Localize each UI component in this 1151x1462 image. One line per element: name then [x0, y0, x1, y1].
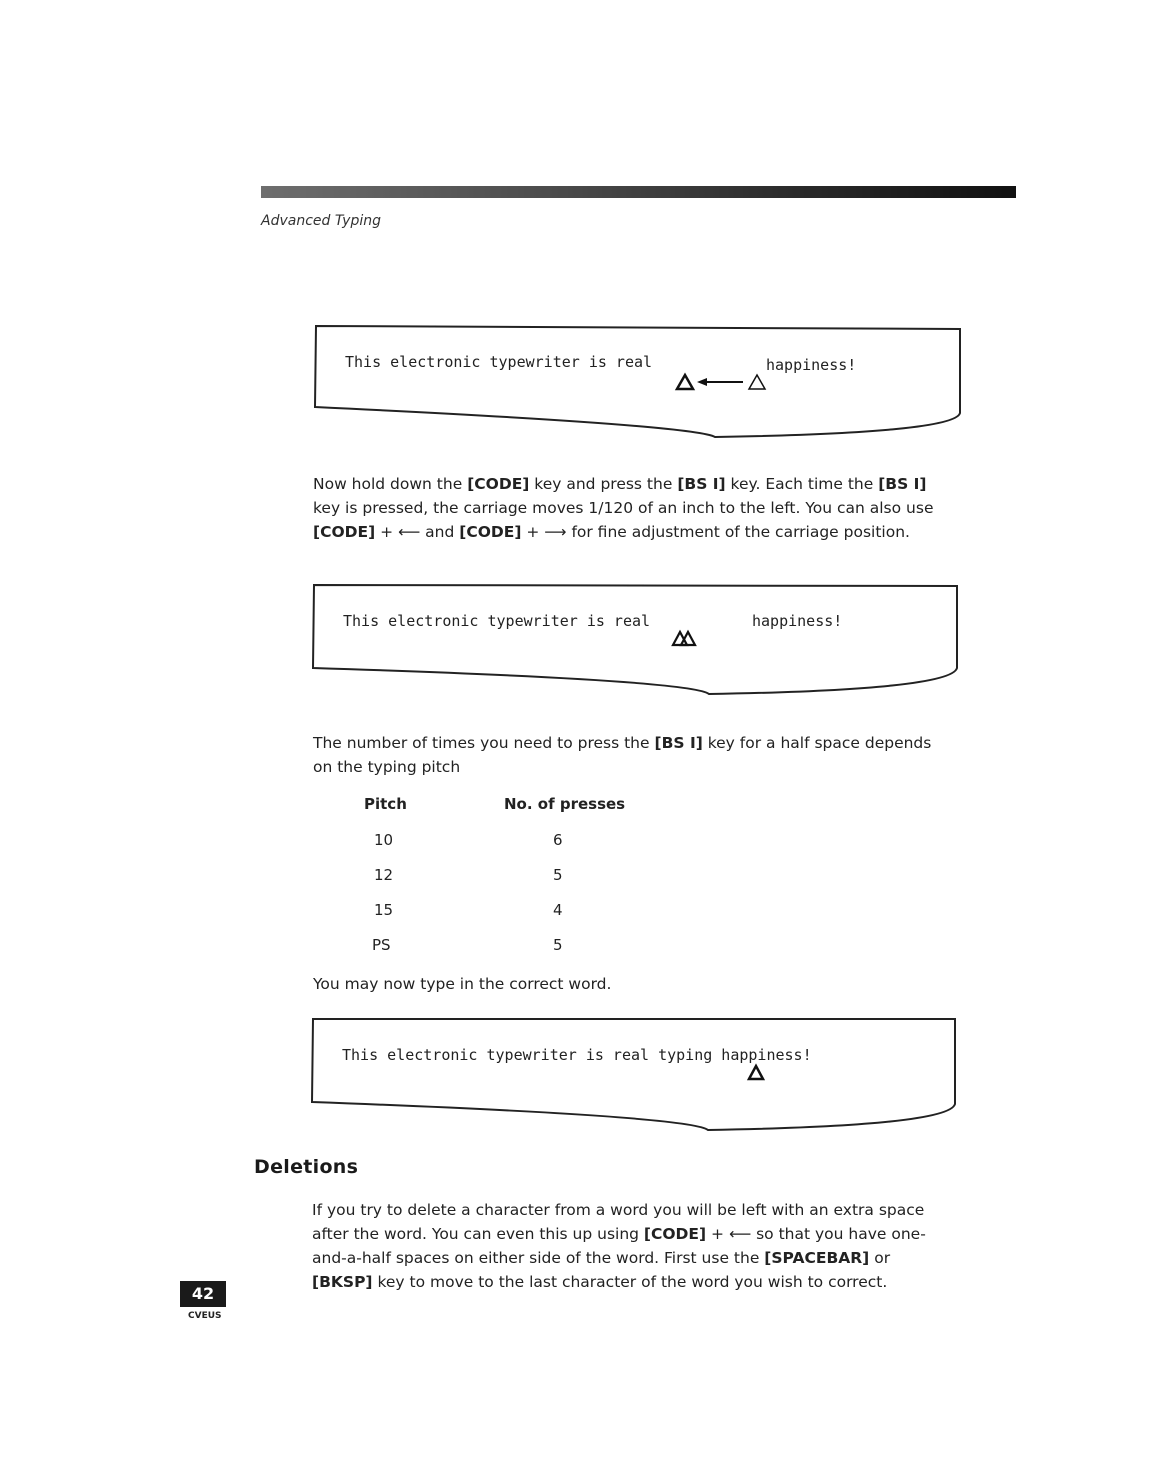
section-heading: Deletions [254, 1156, 359, 1178]
paper-outline [312, 1018, 958, 1136]
table-cell: PS [372, 936, 391, 954]
header-rule [261, 186, 1016, 198]
paragraph-correct-word: You may now type in the correct word. [313, 975, 612, 993]
running-head: Advanced Typing [261, 213, 382, 229]
table-header-pitch: Pitch [364, 795, 407, 813]
table-header-presses: No. of presses [504, 795, 626, 813]
typed-line-right: happiness! [766, 356, 857, 374]
paragraph-code-bs: Now hold down the [CODE] key and press the [BS I] key. Each time the [BS I] key is pressed, the carriage moves 1/120 of an inch to the left. You can also use [CODE] + ⟵ and [CODE] + ⟶ for fine adjustment of the carriage position. [313, 475, 934, 541]
paper-outline [313, 584, 959, 699]
paper-outline [315, 325, 961, 443]
typewriter-example-3 [312, 1018, 958, 1136]
table-cell: 4 [553, 901, 563, 919]
paragraph-deletions: If you try to delete a character from a word you will be left with an extra space after the word. You can even this up using [CODE] + ⟵ so that you have one-and-a-half spaces on either side of the word. First use the [SPACEBAR] or [BKSP] key to move to the last character of the word you wish to correct. [312, 1201, 926, 1291]
caret-move-arrow-icon [675, 373, 775, 393]
typewriter-example-2 [313, 584, 959, 699]
paragraph-half-space: The number of times you need to press the [BS I] key for a half space depends on the typing pitch [313, 734, 932, 776]
table-cell: 6 [553, 831, 563, 849]
table-cell: 12 [374, 866, 394, 884]
footer-code: CVEUS [188, 1311, 222, 1321]
typed-line-right: happiness! [752, 612, 843, 630]
typed-line-left: This electronic typewriter is real [345, 353, 653, 371]
table-cell: 10 [374, 831, 394, 849]
typed-line-left: This electronic typewriter is real [343, 612, 651, 630]
table-cell: 5 [553, 936, 563, 954]
page-number: 42 [180, 1281, 226, 1307]
caret-icon [747, 1064, 767, 1082]
typed-line: This electronic typewriter is real typing happiness! [342, 1046, 812, 1064]
table-cell: 15 [374, 901, 394, 919]
table-cell: 5 [553, 866, 563, 884]
typewriter-example-1 [315, 325, 961, 443]
double-caret-icon [671, 630, 701, 648]
